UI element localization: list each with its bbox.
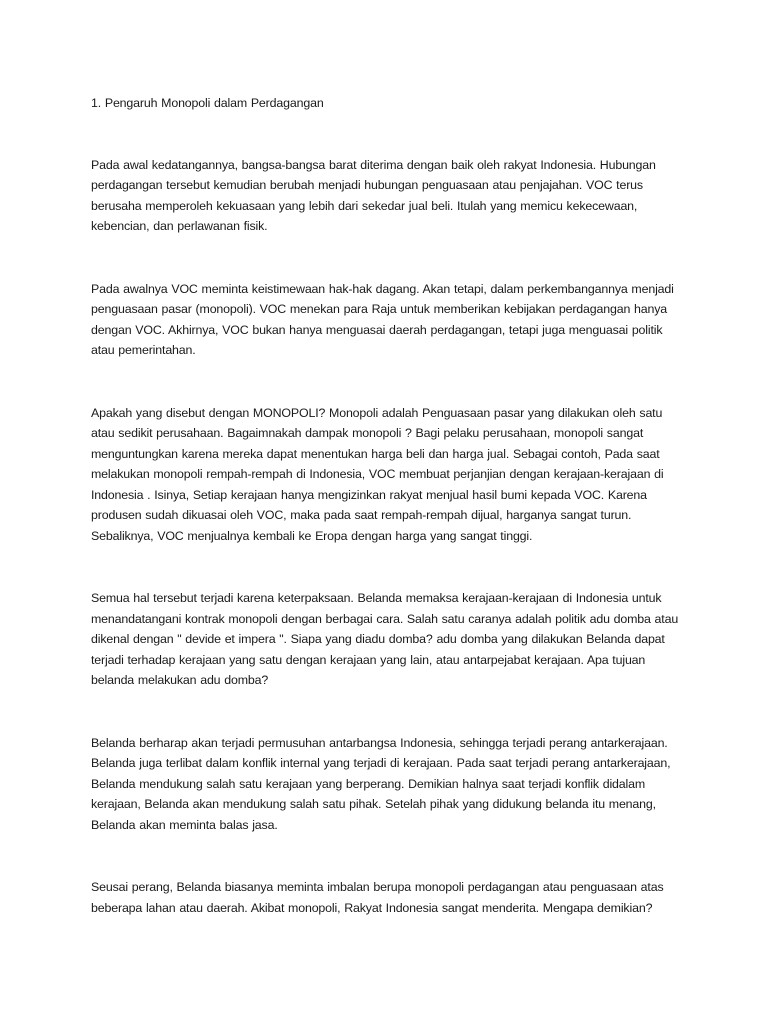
paragraph-4: Semua hal tersebut terjadi karena keterpaksaan. Belanda memaksa kerajaan-kerajaan di Indonesia untuk menandatangani kontrak monopoli dengan berbagai cara. Salah satu caranya adalah politik adu domba atau dikenal dengan " devide et impera ". Siapa yang diadu domba? adu domba yang dilakukan Belanda dapat terjadi terhadap kerajaan yang satu dengan kerajaan yang lain, atau antarpejabat kerajaan. Apa tujuan belanda melakukan adu domba? — [91, 591, 679, 687]
paragraph-6: Seusai perang, Belanda biasanya meminta imbalan berupa monopoli perdagangan atau penguasaan atas beberapa lahan atau daerah. Akibat monopoli, Rakyat Indonesia sangat menderita. Mengapa demikian? — [91, 880, 664, 915]
paragraph-2: Pada awalnya VOC meminta keistimewaan hak-hak dagang. Akan tetapi, dalam perkembangannya menjadi penguasaan pasar (monopoli). VOC menekan para Raja untuk memberikan kebijakan perdagangan hanya dengan VOC. Akhirnya, VOC bukan hanya menguasai daerah perdagangan, tetapi juga menguasai politik atau pemerintahan. — [91, 281, 674, 357]
document-body — [91, 93, 683, 960]
paragraph-3: Apakah yang disebut dengan MONOPOLI? Monopoli adalah Penguasaan pasar yang dilakukan oleh satu atau sedikit perusahaan. Bagaimnakah dampak monopoli ? Bagi pelaku perusahaan, monopoli sangat menguntungkan karena mereka dapat menentukan harga beli dan harga jual. Sebagai contoh, Pada saat melakukan monopoli rempah-rempah di Indonesia, VOC membuat perjanjian dengan kerajaan-kerajaan di Indonesia . Isinya, Setiap kerajaan hanya mengizinkan rakyat menjual hasil bumi kepada VOC. Karena produsen sudah dikuasai oleh VOC, maka pada saat rempah-rempah dijual, harganya sangat turun. Sebaliknya, VOC menjualnya kembali ke Eropa dengan harga yang sangat tinggi. — [91, 405, 664, 543]
paragraph-1: Pada awal kedatangannya, bangsa-bangsa barat diterima dengan baik oleh rakyat Indonesia. Hubungan perdagangan tersebut kemudian berubah menjadi hubungan penguasaan atau penjajahan. VOC terus berusaha memperoleh kekuasaan yang lebih dari sekedar jual beli. Itulah yang memicu kekecewaan, kebencian, dan perlawanan fisik. — [91, 157, 656, 233]
section-heading: 1. Pengaruh Monopoli dalam Perdagangan — [91, 96, 324, 110]
paragraph-5: Belanda berharap akan terjadi permusuhan antarbangsa Indonesia, sehingga terjadi perang antarkerajaan. Belanda juga terlibat dalam konflik internal yang terjadi di kerajaan. Pada saat terjadi perang antarkerajaan, Belanda mendukung salah satu kerajaan yang berperang. Demikian halnya saat terjadi konflik didalam kerajaan, Belanda akan mendukung salah satu pihak. Setelah pihak yang didukung belanda itu menang, Belanda akan meminta balas jasa. — [91, 735, 671, 832]
